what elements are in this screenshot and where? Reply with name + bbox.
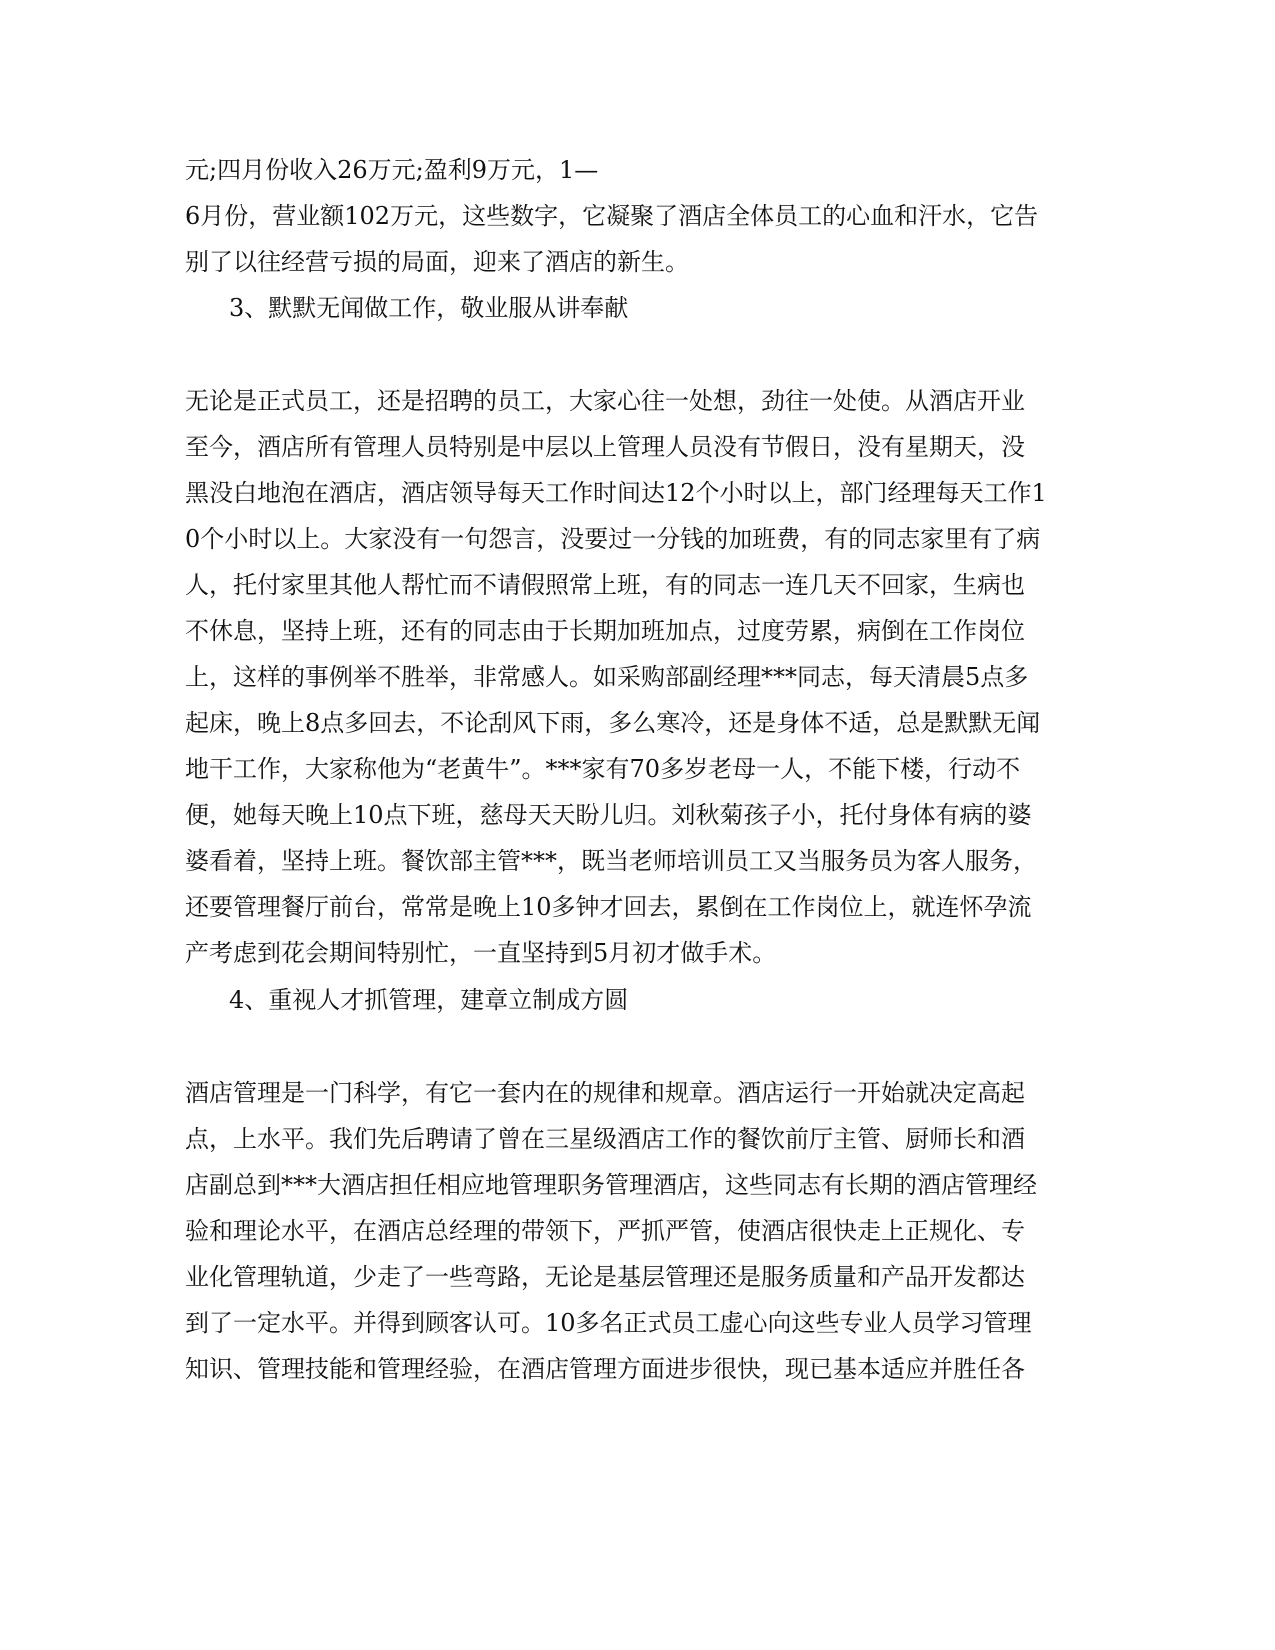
text-line: 无论是正式员工，还是招聘的员工，大家心往一处想，劲往一处使。从酒店开业 — [185, 387, 1025, 415]
text-line: 不休息，坚持上班，还有的同志由于长期加班加点，过度劳累，病倒在工作岗位 — [185, 617, 1025, 645]
text-line: 业化管理轨道，少走了一些弯路，无论是基层管理还是服务质量和产品开发都达 — [185, 1263, 1025, 1291]
text-line: 元;四月份收入26万元;盈利9万元，1— — [185, 156, 599, 184]
section-heading: 4、重视人才抓管理，建章立制成方圆 — [229, 986, 629, 1014]
text-line: 起床，晚上8点多回去，不论刮风下雨，多么寒冷，还是身体不适，总是默默无闻 — [185, 709, 1041, 737]
text-line: 酒店管理是一门科学，有它一套内在的规律和规章。酒店运行一开始就决定高起 — [185, 1079, 1025, 1107]
text-line: 6月份，营业额102万元，这些数字，它凝聚了酒店全体员工的心血和汗水，它告 — [185, 202, 1039, 230]
text-line: 黑没白地泡在酒店，酒店领导每天工作时间达12个小时以上，部门经理每天工作1 — [185, 479, 1047, 507]
text-line: 点，上水平。我们先后聘请了曾在三星级酒店工作的餐饮前厅主管、厨师长和酒 — [185, 1125, 1025, 1153]
text-line: 知识、管理技能和管理经验，在酒店管理方面进步很快，现已基本适应并胜任各 — [185, 1355, 1025, 1383]
text-line: 到了一定水平。并得到顾客认可。10多名正式员工虚心向这些专业人员学习管理 — [185, 1309, 1032, 1337]
text-line: 便，她每天晚上10点下班，慈母天天盼儿归。刘秋菊孩子小，托付身体有病的婆 — [185, 801, 1032, 829]
text-line: 0个小时以上。大家没有一句怨言，没要过一分钱的加班费，有的同志家里有了病 — [185, 525, 1041, 553]
text-line: 上，这样的事例举不胜举，非常感人。如采购部副经理***同志，每天清晨5点多 — [185, 663, 1029, 691]
text-line: 人，托付家里其他人帮忙而不请假照常上班，有的同志一连几天不回家，生病也 — [185, 571, 1025, 599]
text-line: 产考虑到花会期间特别忙，一直坚持到5月初才做手术。 — [185, 939, 777, 967]
text-line: 店副总到***大酒店担任相应地管理职务管理酒店，这些同志有长期的酒店管理经 — [185, 1171, 1037, 1199]
text-line: 验和理论水平，在酒店总经理的带领下，严抓严管，使酒店很快走上正规化、专 — [185, 1217, 1025, 1245]
text-line: 别了以往经营亏损的局面，迎来了酒店的新生。 — [185, 248, 689, 276]
text-line: 婆看着，坚持上班。餐饮部主管***，既当老师培训员工又当服务员为客人服务， — [185, 847, 1037, 875]
section-heading: 3、默默无闻做工作，敬业服从讲奉献 — [229, 294, 629, 322]
text-line: 地干工作，大家称他为“老黄牛”。***家有70多岁老母一人，不能下楼，行动不 — [185, 755, 1021, 783]
text-line: 至今，酒店所有管理人员特别是中层以上管理人员没有节假日，没有星期天，没 — [185, 433, 1025, 461]
text-line: 还要管理餐厅前台，常常是晚上10多钟才回去，累倒在工作岗位上，就连怀孕流 — [185, 893, 1032, 921]
